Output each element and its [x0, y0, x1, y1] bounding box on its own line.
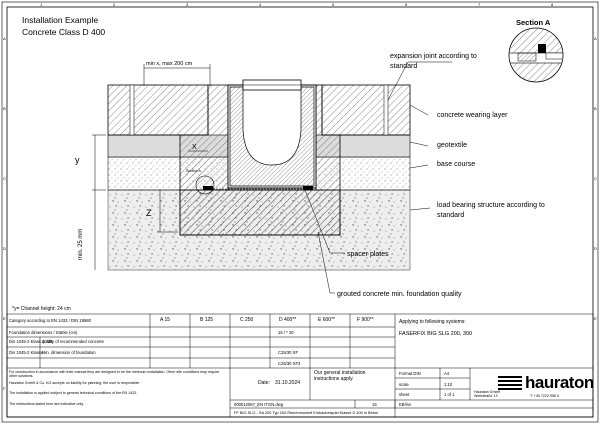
sheet-label: sheet	[399, 392, 410, 397]
note-1: For construction in accordance with their manual they are designed to be the minimum installation. Other site conditions may require other solutions.	[9, 370, 220, 379]
date-label: Date:	[258, 380, 270, 386]
wearing-layer-right	[322, 85, 410, 135]
class-e600: E 600**	[318, 317, 335, 323]
grid-letter-d-right: D	[594, 246, 597, 251]
scale-value: 1:10	[444, 382, 453, 387]
dim-min-x: min x, max 200 cm	[146, 61, 193, 67]
class-d400: D 400**	[279, 317, 297, 323]
dim-min25: min. 25 mm	[78, 228, 84, 260]
cross-section	[108, 80, 410, 270]
table-header-label: Category according to EN 1433 / DIN 19580	[9, 318, 91, 323]
company-logo	[498, 372, 594, 394]
note-3: The installation is applied subject to general technical conditions of the EN 1433.	[9, 391, 138, 395]
format-label: Format DIN	[399, 371, 421, 376]
company-address-2: Werkstraße 13	[474, 394, 498, 398]
callout-expansion-joint-1: expansion joint according to	[390, 53, 477, 60]
callout-load-bearing-1: load bearing structure according to	[437, 202, 545, 209]
sheet-number: 16	[372, 402, 377, 407]
grid-letter-b: B	[3, 106, 6, 111]
foundation-base	[180, 190, 340, 235]
callout-load-bearing-2: standard	[437, 212, 465, 219]
note-4: The instructions stated here are indicative only.	[9, 402, 84, 406]
border-grid-right	[594, 36, 597, 321]
row3-label: Din 1045-2 Klasse	[9, 350, 44, 355]
grid-letter-b-right: B	[594, 106, 597, 111]
drawing-number: 000012067_EN ITGN.dwg	[234, 402, 284, 407]
callout-base-course: base course	[437, 161, 476, 168]
general-note-1: Our general installation	[314, 370, 366, 376]
drawing-title-line1: Installation Example	[22, 15, 99, 25]
grid-num-8: 8	[551, 2, 554, 7]
expansion-joint-right	[384, 85, 388, 135]
callout-geotextile: geotextile	[437, 142, 467, 149]
row1-label: Foundation dimensions / Stärke (cm)	[9, 330, 78, 335]
grid-num-3: 3	[186, 2, 189, 7]
grid-num-1: 1	[40, 2, 43, 7]
section-a-heading: Section A	[516, 18, 551, 27]
format-value: A4	[444, 371, 450, 376]
wearing-layer-left	[108, 85, 208, 135]
sheet-value: 1 of 1	[444, 392, 455, 397]
company-address-1: Hauraton GmbH	[474, 390, 501, 394]
border-grid-top	[40, 2, 554, 7]
spacer-plate-right	[303, 186, 313, 190]
grid-letter-a-right: A	[594, 36, 597, 41]
dim-y: y	[75, 155, 80, 165]
row1-value: 15 / * 20	[278, 330, 294, 335]
grid-num-5: 5	[332, 2, 335, 7]
class-c250: C 250	[240, 317, 254, 323]
row3-value: C25/30 XF	[278, 350, 299, 355]
grid-letter-f: F	[3, 386, 6, 391]
grid-letter-e-right: E	[594, 316, 597, 321]
callout-grouted: grouted concrete min. foundation quality	[337, 291, 462, 298]
grid-letter-c-right: C	[594, 176, 597, 181]
grid-letter-d: D	[3, 246, 6, 251]
row2-label-b: quality of recommended concrete	[42, 339, 104, 344]
spacer-plate-left	[203, 186, 213, 190]
class-b125: B 125	[200, 317, 214, 323]
dim-z: Z	[146, 208, 152, 218]
grid-letter-a: A	[3, 36, 6, 41]
dim-section-a-small: Section A	[186, 169, 201, 173]
bottom-caption: FF BIG SLG - SA 200 Typ 200 Rinnenmontell Einbaubeispiel Klasse D 400 in Beton	[234, 410, 379, 415]
border-grid-left	[3, 36, 6, 391]
grid-num-4: 4	[259, 2, 262, 7]
drawing-title-line2: Concrete Class D 400	[22, 27, 106, 37]
dim-x: X	[192, 144, 197, 151]
grid-num-6: 6	[405, 2, 408, 7]
systems-label: FASERFIX BIG SLG 200, 300	[399, 331, 473, 337]
date-value: 31.10.2024	[275, 380, 301, 386]
applying-label: Applying to following systems:	[399, 319, 466, 325]
footnote: *y= Channel height: 24 cm	[12, 306, 71, 312]
row4-value: C25/30 XF3	[278, 361, 301, 366]
callout-wearing-layer: concrete wearing layer	[437, 112, 508, 119]
revision: EB/inv	[399, 402, 412, 407]
grid-letter-c: C	[3, 176, 6, 181]
grid-letter-e: E	[3, 316, 6, 321]
scale-label: scale	[399, 382, 409, 387]
callout-expansion-joint-2: standard	[390, 63, 418, 70]
general-note-2: instructions apply.	[314, 376, 354, 382]
row3-label-b: Min. dimension of foundation	[42, 350, 96, 355]
class-a15: A 15	[160, 317, 171, 323]
note-2: Hauraton GmbH & Co. KG accepts no liability for planning; the user is responsible.	[9, 381, 141, 385]
grid-num-7: 7	[478, 2, 481, 7]
company-contact-1: T: +49 7222 958 0	[530, 394, 559, 398]
company-name: hauraton	[525, 373, 594, 392]
row2-label: Din 1045-2 Klass 20/25	[9, 339, 53, 344]
expansion-joint-left	[130, 85, 134, 135]
class-f900: F 900**	[357, 317, 374, 323]
section-a-detail	[508, 28, 568, 88]
callout-spacer-plates: spacer plates	[347, 251, 389, 258]
grid-num-2: 2	[113, 2, 116, 7]
logo-bars-icon	[498, 376, 522, 390]
